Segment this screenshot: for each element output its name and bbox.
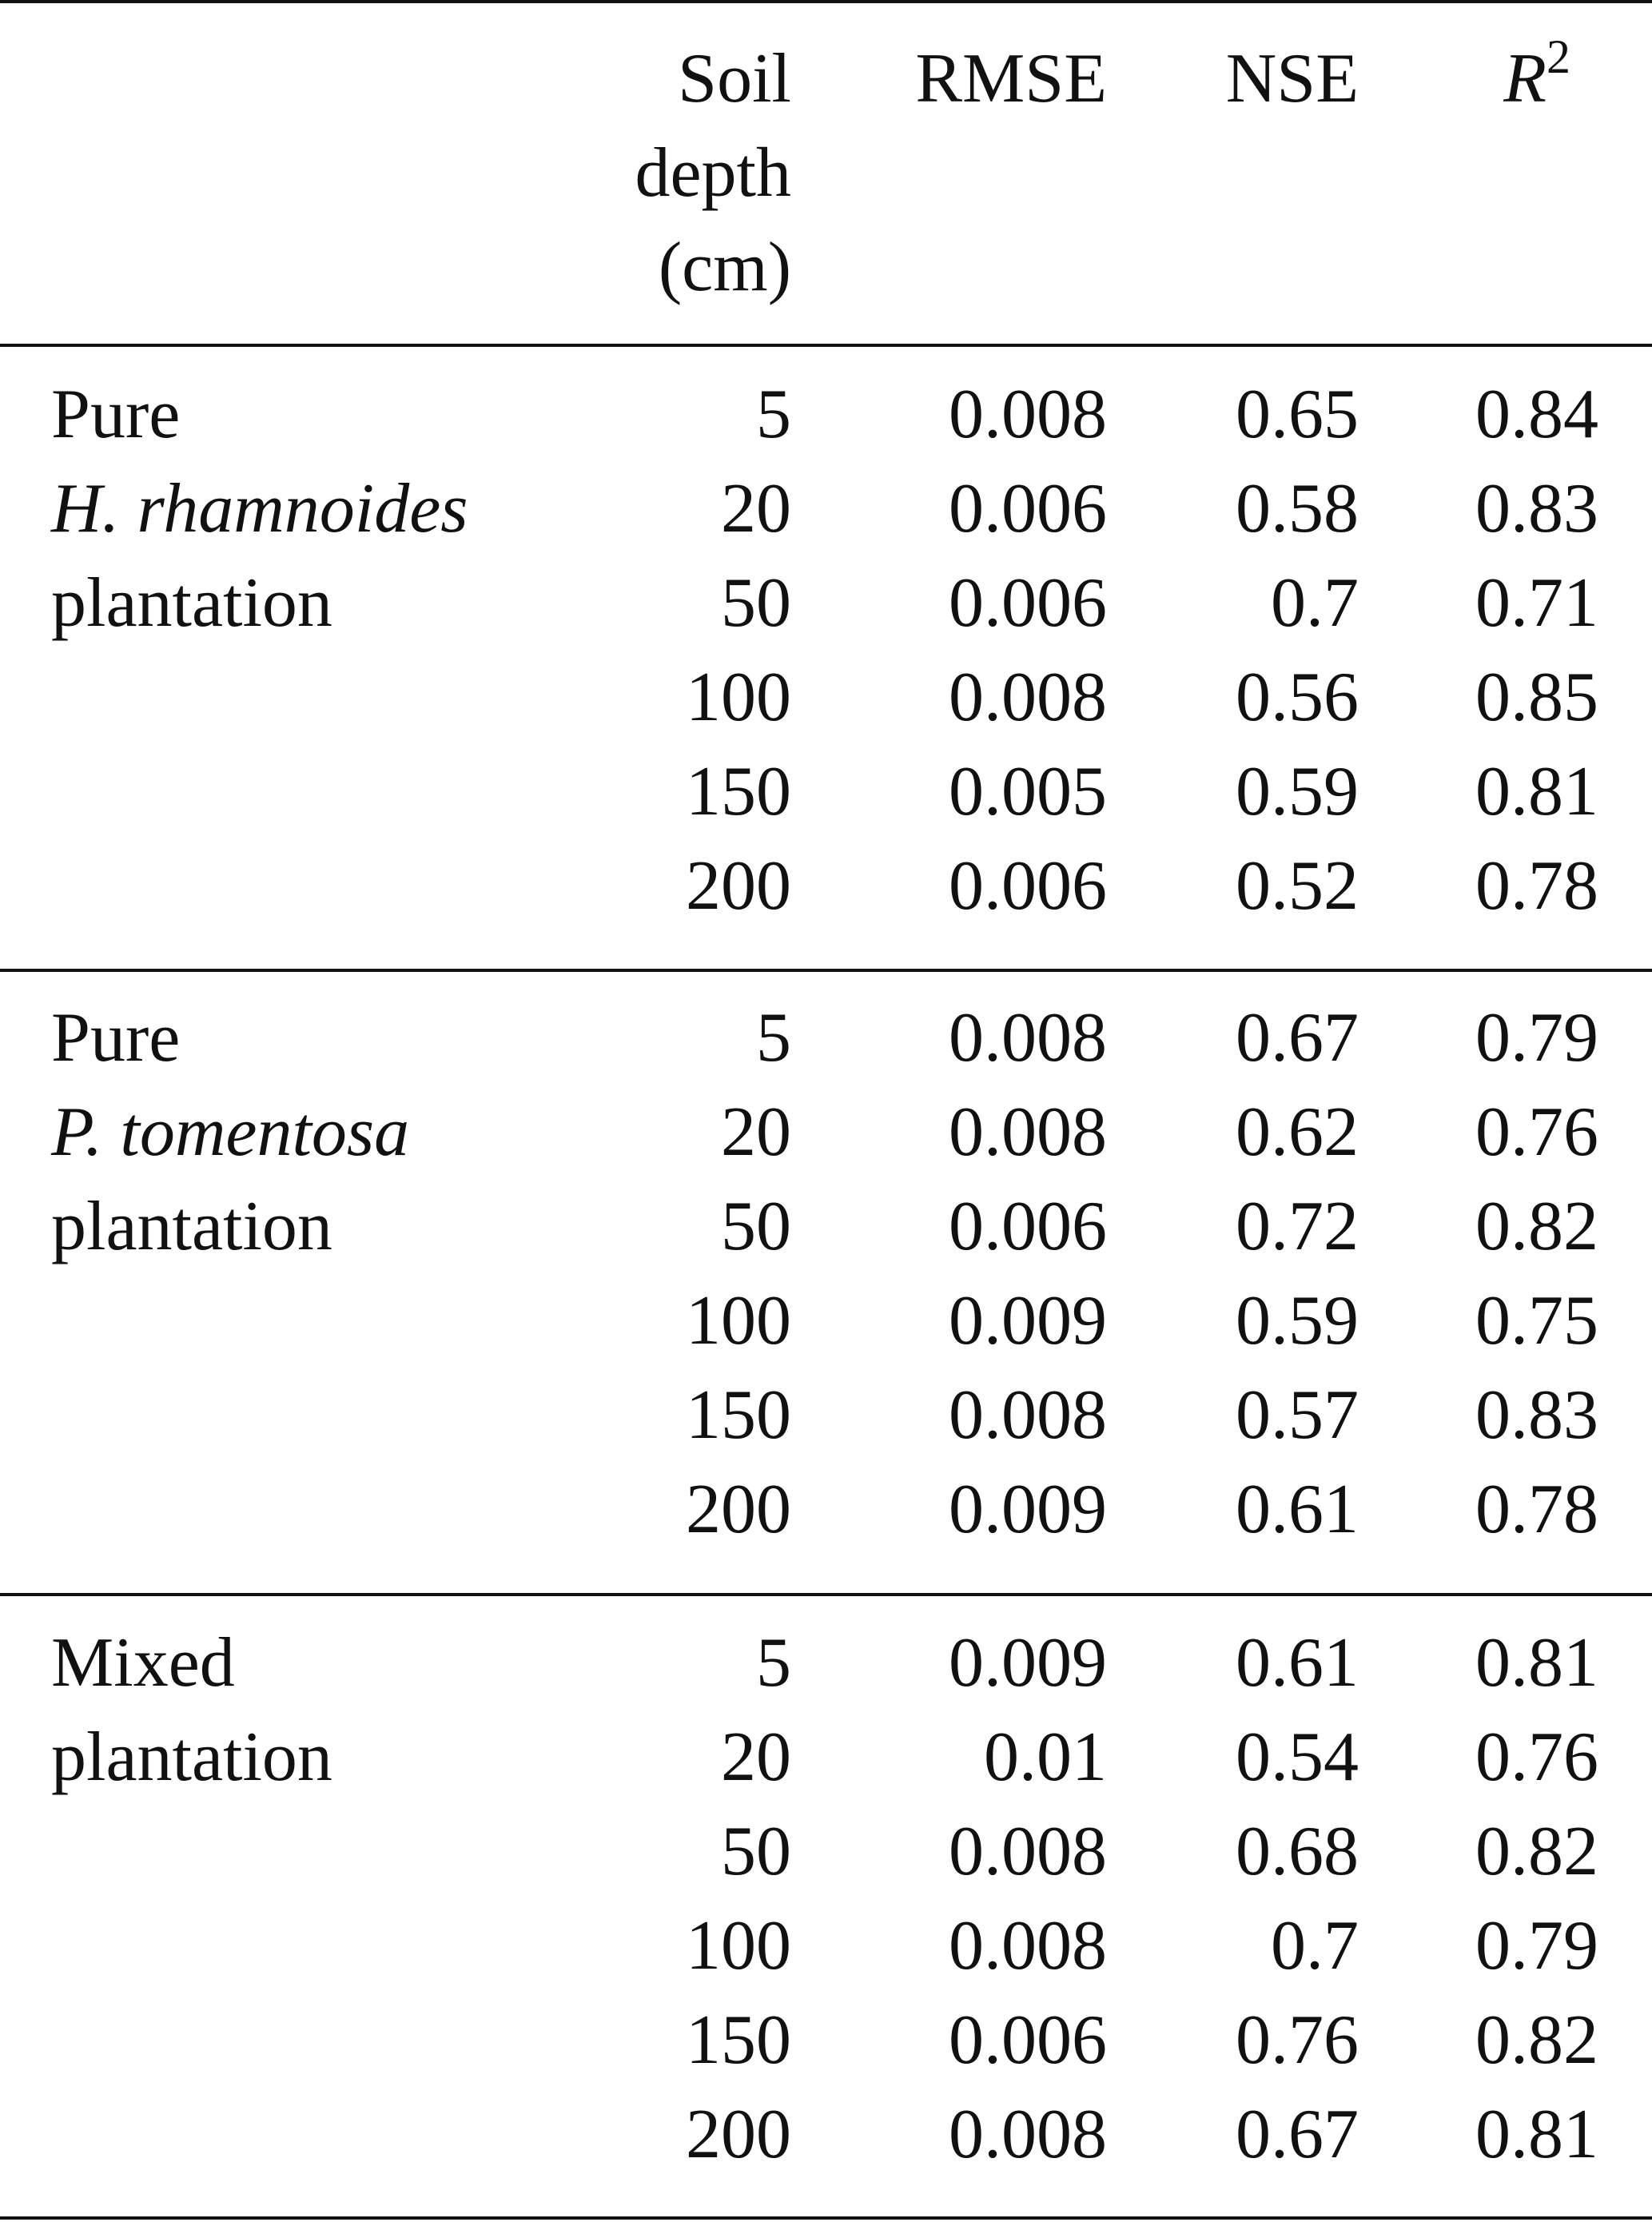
r-squared-cell: 0.78 [1475, 1471, 1598, 1548]
group-separator-rule [0, 969, 1652, 972]
soil-depth-cell: 5 [756, 376, 791, 453]
r-squared-cell: 0.81 [1475, 1624, 1598, 1702]
nse-cell: 0.62 [1236, 1093, 1359, 1171]
rmse-cell: 0.006 [949, 2001, 1107, 2079]
r-squared-cell: 0.81 [1475, 2096, 1598, 2173]
r-squared-cell: 0.82 [1475, 1188, 1598, 1265]
group-label-line: plantation [51, 564, 332, 642]
r-squared-cell: 0.79 [1475, 999, 1598, 1077]
rmse-cell: 0.008 [949, 659, 1107, 736]
rmse-cell: 0.008 [949, 1813, 1107, 1890]
rmse-cell: 0.009 [949, 1282, 1107, 1360]
rmse-cell: 0.006 [949, 847, 1107, 925]
nse-cell: 0.61 [1236, 1624, 1359, 1702]
rmse-cell: 0.008 [949, 999, 1107, 1077]
group-label-line: Pure [51, 376, 181, 453]
nse-cell: 0.76 [1236, 2001, 1359, 2079]
group-label-line: plantation [51, 1188, 332, 1265]
soil-depth-cell: 20 [721, 1718, 791, 1796]
header-r-squared-base: R [1503, 40, 1547, 117]
soil-depth-cell: 200 [686, 2096, 791, 2173]
header-r-squared [1375, 32, 1570, 126]
r-squared-cell: 0.78 [1475, 847, 1598, 925]
soil-depth-cell: 5 [756, 1624, 791, 1702]
header-rule [0, 344, 1652, 347]
group-label-line: plantation [51, 1718, 332, 1796]
group-label-line: P. tomentosa [51, 1093, 410, 1171]
nse-cell: 0.57 [1236, 1376, 1359, 1454]
nse-cell: 0.68 [1236, 1813, 1359, 1890]
nse-cell: 0.72 [1236, 1188, 1359, 1265]
rmse-cell: 0.006 [949, 564, 1107, 642]
rmse-cell: 0.005 [949, 753, 1107, 830]
soil-depth-cell: 20 [721, 1093, 791, 1171]
header-soil-depth-line-2: depth [635, 134, 791, 212]
nse-cell: 0.61 [1236, 1471, 1359, 1548]
nse-cell: 0.52 [1236, 847, 1359, 925]
r-squared-cell: 0.76 [1475, 1718, 1598, 1796]
r-squared-cell: 0.75 [1475, 1282, 1598, 1360]
rmse-cell: 0.008 [949, 2096, 1107, 2173]
r-squared-cell: 0.81 [1475, 753, 1598, 830]
group-separator-rule [0, 1593, 1652, 1596]
top-rule [0, 0, 1652, 3]
r-squared-cell: 0.79 [1475, 1907, 1598, 1985]
nse-cell: 0.65 [1236, 376, 1359, 453]
r-squared-cell: 0.82 [1475, 1813, 1598, 1890]
r-squared-cell: 0.82 [1475, 2001, 1598, 2079]
soil-depth-cell: 150 [686, 753, 791, 830]
rmse-cell: 0.006 [949, 1188, 1107, 1265]
nse-cell: 0.7 [1271, 564, 1359, 642]
rmse-cell: 0.008 [949, 1376, 1107, 1454]
nse-cell: 0.67 [1236, 999, 1359, 1077]
soil-depth-cell: 200 [686, 847, 791, 925]
nse-cell: 0.58 [1236, 470, 1359, 548]
soil-depth-cell: 50 [721, 1188, 791, 1265]
nse-cell: 0.59 [1236, 1282, 1359, 1360]
rmse-cell: 0.008 [949, 376, 1107, 453]
soil-depth-cell: 100 [686, 659, 791, 736]
rmse-cell: 0.008 [949, 1093, 1107, 1171]
rmse-cell: 0.01 [984, 1718, 1107, 1796]
soil-depth-cell: 150 [686, 1376, 791, 1454]
r-squared-cell: 0.84 [1475, 376, 1598, 453]
group-label-line: H. rhamnoides [51, 470, 468, 548]
nse-cell: 0.59 [1236, 753, 1359, 830]
soil-depth-cell: 50 [721, 564, 791, 642]
r-squared-cell: 0.71 [1475, 564, 1598, 642]
header-soil-depth-line-3: (cm) [658, 229, 791, 306]
nse-cell: 0.67 [1236, 2096, 1359, 2173]
soil-depth-cell: 5 [756, 999, 791, 1077]
header-soil-depth-line-1: Soil [678, 40, 791, 117]
header-nse: NSE [1225, 40, 1359, 117]
bottom-rule [0, 2216, 1652, 2220]
r-squared-cell: 0.76 [1475, 1093, 1598, 1171]
soil-depth-cell: 200 [686, 1471, 791, 1548]
soil-depth-cell: 50 [721, 1813, 791, 1890]
rmse-cell: 0.006 [949, 470, 1107, 548]
header-rmse: RMSE [915, 40, 1107, 117]
soil-depth-cell: 100 [686, 1907, 791, 1985]
r-squared-cell: 0.85 [1475, 659, 1598, 736]
r-squared-cell: 0.83 [1475, 470, 1598, 548]
soil-depth-cell: 100 [686, 1282, 791, 1360]
nse-cell: 0.54 [1236, 1718, 1359, 1796]
rmse-cell: 0.008 [949, 1907, 1107, 1985]
soil-depth-cell: 150 [686, 2001, 791, 2079]
rmse-cell: 0.009 [949, 1624, 1107, 1702]
nse-cell: 0.7 [1271, 1907, 1359, 1985]
group-label-line: Pure [51, 999, 181, 1077]
group-label-line: Mixed [51, 1624, 235, 1702]
soil-depth-cell: 20 [721, 470, 791, 548]
r-squared-cell: 0.83 [1475, 1376, 1598, 1454]
rmse-cell: 0.009 [949, 1471, 1107, 1548]
nse-cell: 0.56 [1236, 659, 1359, 736]
header-r-squared-exponent: 2 [1547, 30, 1570, 83]
